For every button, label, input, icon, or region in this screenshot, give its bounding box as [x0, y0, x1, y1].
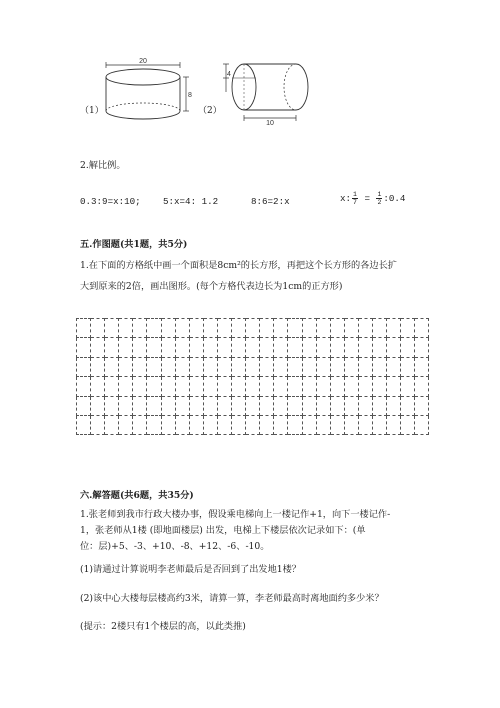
grid-cell[interactable] — [387, 357, 401, 376]
grid-cell[interactable] — [203, 396, 217, 415]
section-6-question-1-line-1: 1.张老师到我市行政大楼办事，假设乘电梯向上一楼记作+1，向下一楼记作- — [80, 509, 391, 520]
grid-cell[interactable] — [246, 396, 260, 415]
grid-cell[interactable] — [415, 415, 429, 434]
grid-cell[interactable] — [372, 396, 386, 415]
grid-cell[interactable] — [260, 319, 274, 338]
grid-cell[interactable] — [91, 319, 105, 338]
grid-cell[interactable] — [330, 357, 344, 376]
grid-row — [77, 396, 429, 415]
grid-cell[interactable] — [401, 338, 415, 357]
section-6-question-1-line-3: 位：层)+5、-3、+10、-8、+12、-6、-10。 — [80, 541, 270, 552]
grid-cell[interactable] — [203, 415, 217, 434]
grid-cell[interactable] — [217, 415, 231, 434]
ratio-section-title: 2.解比例。 — [80, 160, 126, 171]
section-6-subquestion-1: (1)请通过计算说明李老师最后是否回到了出发地1楼？ — [80, 564, 301, 575]
grid-cell[interactable] — [91, 415, 105, 434]
grid-cell[interactable] — [105, 415, 119, 434]
grid-cell[interactable] — [372, 338, 386, 357]
section-6-question-1-line-2: 1，张老师从1楼 (即地面楼层) 出发，电梯上下楼层依次记录如下：(单 — [80, 525, 366, 536]
grid-cell[interactable] — [316, 357, 330, 376]
grid-cell[interactable] — [161, 338, 175, 357]
grid-cell[interactable] — [246, 357, 260, 376]
grid-cell[interactable] — [91, 377, 105, 396]
grid-cell[interactable] — [401, 396, 415, 415]
grid-cell[interactable] — [302, 396, 316, 415]
grid-cell[interactable] — [77, 319, 91, 338]
grid-cell[interactable] — [77, 338, 91, 357]
grid-cell[interactable] — [77, 377, 91, 396]
grid-cell[interactable] — [203, 357, 217, 376]
grid-cell[interactable] — [316, 415, 330, 434]
grid-cell[interactable] — [189, 338, 203, 357]
grid-cell[interactable] — [119, 357, 133, 376]
grid-cell[interactable] — [302, 319, 316, 338]
grid-cell[interactable] — [161, 415, 175, 434]
grid-cell[interactable] — [260, 396, 274, 415]
grid-cell[interactable] — [246, 415, 260, 434]
grid-cell[interactable] — [274, 357, 288, 376]
section-6-title: 六.解答题(共6题，共35分) — [80, 490, 194, 501]
grid-cell[interactable] — [344, 357, 358, 376]
ratio-problem-3: 8:6=2:x — [251, 196, 290, 207]
grid-cell[interactable] — [274, 396, 288, 415]
fraction-one-half: $\frac{1}{2}$ — [377, 191, 382, 206]
grid-cell[interactable] — [344, 319, 358, 338]
grid-cell[interactable] — [189, 415, 203, 434]
grid-cell[interactable] — [372, 357, 386, 376]
grid-cell[interactable] — [260, 357, 274, 376]
grid-cell[interactable] — [161, 377, 175, 396]
figure-2-side-dim: 4 — [227, 71, 231, 78]
grid-cell[interactable] — [232, 396, 246, 415]
grid-cell[interactable] — [344, 338, 358, 357]
grid-cell[interactable] — [133, 357, 147, 376]
grid-cell[interactable] — [133, 377, 147, 396]
grid-cell[interactable] — [175, 415, 189, 434]
grid-cell[interactable] — [415, 319, 429, 338]
ratio-problem-1: 0.3:9=x:10; — [80, 196, 141, 207]
grid-cell[interactable] — [358, 377, 372, 396]
figure-2-cylinder — [222, 56, 314, 126]
drawing-grid[interactable] — [76, 318, 429, 435]
grid-cell[interactable] — [161, 357, 175, 376]
grid-cell[interactable] — [133, 319, 147, 338]
grid-cell[interactable] — [330, 396, 344, 415]
grid-cell[interactable] — [189, 319, 203, 338]
grid-cell[interactable] — [387, 338, 401, 357]
grid-cell[interactable] — [246, 338, 260, 357]
grid-cell[interactable] — [161, 319, 175, 338]
grid-cell[interactable] — [217, 319, 231, 338]
grid-cell[interactable] — [91, 338, 105, 357]
grid-row — [77, 357, 429, 376]
grid-cell[interactable] — [302, 357, 316, 376]
grid-cell[interactable] — [217, 338, 231, 357]
grid-cell[interactable] — [203, 338, 217, 357]
grid-cell[interactable] — [358, 357, 372, 376]
grid-cell[interactable] — [232, 415, 246, 434]
grid-cell[interactable] — [358, 415, 372, 434]
grid-cell[interactable] — [246, 319, 260, 338]
grid-cell[interactable] — [288, 319, 302, 338]
grid-cell[interactable] — [387, 377, 401, 396]
grid-cell[interactable] — [147, 338, 161, 357]
grid-cell[interactable] — [189, 377, 203, 396]
grid-cell[interactable] — [147, 415, 161, 434]
grid-cell[interactable] — [203, 319, 217, 338]
grid-cell[interactable] — [288, 338, 302, 357]
grid-cell[interactable] — [401, 377, 415, 396]
grid-cell[interactable] — [105, 357, 119, 376]
grid-cell[interactable] — [260, 377, 274, 396]
grid-cell[interactable] — [372, 319, 386, 338]
grid-cell[interactable] — [288, 357, 302, 376]
grid-table — [76, 318, 429, 435]
grid-cell[interactable] — [288, 415, 302, 434]
grid-cell[interactable] — [105, 396, 119, 415]
grid-cell[interactable] — [260, 338, 274, 357]
grid-cell[interactable] — [91, 396, 105, 415]
grid-cell[interactable] — [274, 319, 288, 338]
figure-1-cylinder — [100, 56, 192, 126]
grid-cell[interactable] — [175, 338, 189, 357]
grid-cell[interactable] — [415, 338, 429, 357]
grid-cell[interactable] — [274, 415, 288, 434]
grid-cell[interactable] — [105, 319, 119, 338]
grid-cell[interactable] — [175, 357, 189, 376]
grid-cell[interactable] — [175, 396, 189, 415]
grid-cell[interactable] — [358, 338, 372, 357]
grid-cell[interactable] — [133, 415, 147, 434]
grid-cell[interactable] — [133, 396, 147, 415]
grid-cell[interactable] — [401, 319, 415, 338]
ratio-problem-2: 5:x=4: 1.2 — [163, 196, 219, 207]
section-6-question-1 — [80, 507, 390, 555]
grid-cell[interactable] — [330, 319, 344, 338]
grid-row — [77, 415, 429, 434]
grid-cell[interactable] — [274, 338, 288, 357]
grid-cell[interactable] — [302, 338, 316, 357]
grid-cell[interactable] — [372, 377, 386, 396]
fraction-one-seventh: $\frac{1}{7}$ — [353, 191, 357, 206]
grid-cell[interactable] — [316, 396, 330, 415]
grid-cell[interactable] — [133, 338, 147, 357]
grid-cell[interactable] — [77, 396, 91, 415]
grid-cell[interactable] — [316, 377, 330, 396]
grid-cell[interactable] — [147, 377, 161, 396]
grid-cell[interactable] — [260, 415, 274, 434]
grid-cell[interactable] — [77, 357, 91, 376]
grid-cell[interactable] — [147, 396, 161, 415]
section-6-subquestion-2: (2)该中心大楼每层楼高约3米，请算一算，李老师最高时离地面约多少米？ — [80, 593, 384, 604]
grid-cell[interactable] — [246, 377, 260, 396]
grid-cell[interactable] — [401, 415, 415, 434]
grid-cell[interactable] — [316, 319, 330, 338]
grid-cell[interactable] — [147, 357, 161, 376]
grid-cell[interactable] — [387, 415, 401, 434]
grid-cell[interactable] — [358, 396, 372, 415]
grid-cell[interactable] — [232, 377, 246, 396]
figure-2-label: （2） — [198, 106, 222, 116]
grid-cell[interactable] — [232, 357, 246, 376]
grid-row — [77, 338, 429, 357]
grid-cell[interactable] — [119, 377, 133, 396]
grid-cell[interactable] — [119, 338, 133, 357]
section-5-question-1-line-2: 大到原来的2倍，画出图形。(每个方格代表边长为1cm的正方形) — [80, 281, 343, 292]
grid-cell[interactable] — [77, 415, 91, 434]
grid-row — [77, 377, 429, 396]
grid-cell[interactable] — [203, 377, 217, 396]
grid-row — [77, 319, 429, 338]
figure-1-label: （1） — [80, 106, 104, 116]
grid-cell[interactable] — [387, 319, 401, 338]
grid-cell[interactable] — [316, 338, 330, 357]
grid-cell[interactable] — [401, 357, 415, 376]
grid-cell[interactable] — [105, 377, 119, 396]
grid-cell[interactable] — [119, 319, 133, 338]
grid-cell[interactable] — [330, 377, 344, 396]
figure-1-side-dim: 8 — [188, 92, 192, 99]
grid-cell[interactable] — [189, 396, 203, 415]
grid-cell[interactable] — [288, 377, 302, 396]
section-5-question-1-line-1: 1.在下面的方格纸中画一个面积是8cm²的长方形，再把这个长方形的各边长扩 — [80, 260, 397, 271]
section-6-hint: (提示：2楼只有1个楼层的高，以此类推) — [80, 621, 246, 632]
grid-cell[interactable] — [330, 338, 344, 357]
grid-cell[interactable] — [119, 415, 133, 434]
grid-cell[interactable] — [232, 338, 246, 357]
grid-cell[interactable] — [288, 396, 302, 415]
grid-cell[interactable] — [415, 396, 429, 415]
grid-cell[interactable] — [344, 396, 358, 415]
grid-cell[interactable] — [147, 319, 161, 338]
grid-cell[interactable] — [161, 396, 175, 415]
grid-cell[interactable] — [232, 319, 246, 338]
grid-cell[interactable] — [372, 415, 386, 434]
grid-cell[interactable] — [189, 357, 203, 376]
grid-cell[interactable] — [415, 377, 429, 396]
grid-cell[interactable] — [274, 377, 288, 396]
grid-cell[interactable] — [344, 415, 358, 434]
figure-1-top-dim: 20 — [139, 58, 147, 65]
section-5-question-1 — [80, 255, 397, 297]
grid-cell[interactable] — [91, 357, 105, 376]
grid-cell[interactable] — [217, 357, 231, 376]
grid-cell[interactable] — [175, 319, 189, 338]
grid-cell[interactable] — [175, 377, 189, 396]
grid-cell[interactable] — [302, 415, 316, 434]
grid-cell[interactable] — [415, 357, 429, 376]
grid-cell[interactable] — [119, 396, 133, 415]
grid-cell[interactable] — [302, 377, 316, 396]
grid-cell[interactable] — [105, 338, 119, 357]
grid-cell[interactable] — [217, 377, 231, 396]
grid-cell[interactable] — [344, 377, 358, 396]
figure-2-bottom-dim: 10 — [266, 120, 274, 126]
grid-cell[interactable] — [387, 396, 401, 415]
grid-cell[interactable] — [358, 319, 372, 338]
section-5-title: 五.作图题(共1题，共5分) — [80, 239, 188, 250]
grid-cell[interactable] — [217, 396, 231, 415]
ratio-problem-4: x: $\frac{1}{7}$ = $\frac{1}{2}$ :0.4 — [340, 191, 406, 206]
grid-cell[interactable] — [330, 415, 344, 434]
